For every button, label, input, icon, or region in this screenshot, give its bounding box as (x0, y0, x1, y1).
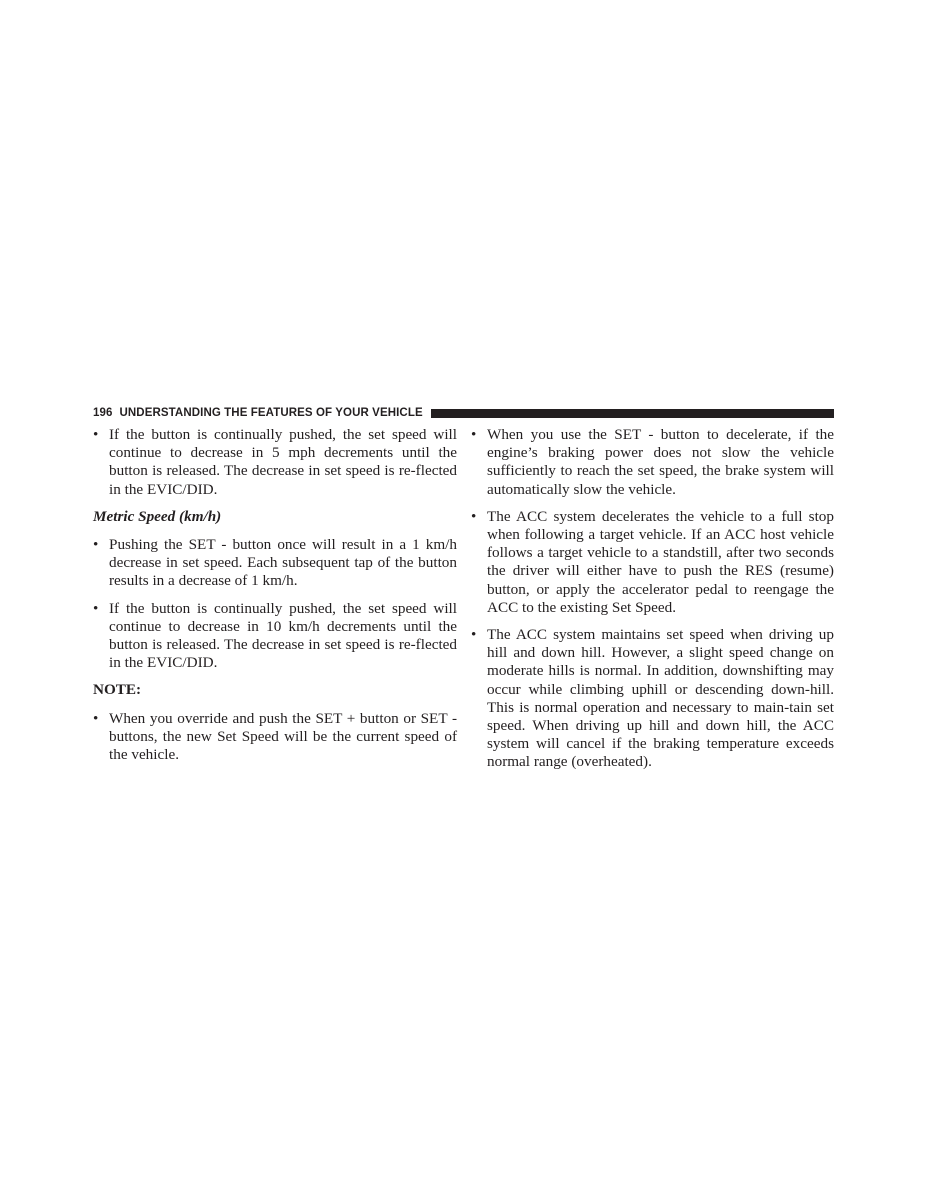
page-header (93, 406, 834, 420)
bullet-icon: • (93, 536, 99, 554)
list-item (471, 626, 834, 772)
list-item (93, 710, 457, 765)
bullet-icon: • (471, 426, 477, 443)
list-item-text: The ACC system maintains set speed when driving up hill and down hill. However, a slight speed change on moderate hills is normal. In addition, downshifting may occur while climbing uphill or descending down-hill. This is normal operation and necessary to main-tain set speed. When driving up hill and down hill, the ACC system will cancel if the braking temperature exceeds normal range (overheated). (487, 626, 834, 771)
right-column (471, 426, 834, 781)
bullet-icon: • (93, 709, 99, 727)
list-item (93, 426, 457, 499)
page-number: 196 (93, 407, 113, 419)
list-item (471, 508, 834, 617)
section-title: UNDERSTANDING THE FEATURES OF YOUR VEHICLE (119, 407, 423, 419)
bullet-icon: • (471, 626, 477, 644)
list-item-text: Pushing the SET - button once will result in a 1 km/h decrease in set speed. Each subsequent tap of the button results in a decrease of 1 km/h. (109, 536, 457, 590)
left-column (93, 426, 457, 773)
header-rule-bar (431, 409, 834, 418)
list-item-text: If the button is continually pushed, the set speed will continue to decrease in 10 km/h decrements until the button is released. The decrease in set speed is re-flected in the EVIC/DID. (109, 599, 457, 672)
list-item-text: When you override and push the SET + button or SET - buttons, the new Set Speed will be the current speed of the vehicle. (109, 709, 457, 764)
list-item-text: When you use the SET - button to decelerate, if the engine’s braking power does not slow the vehicle sufficiently to reach the set speed, the brake system will automatically slow the vehicle. (487, 426, 834, 498)
bullet-icon: • (93, 426, 99, 443)
list-item-text: If the button is continually pushed, the set speed will continue to decrease in 5 mph decrements until the button is released. The decrease in set speed is re-flected in the EVIC/DID. (109, 426, 457, 498)
metric-speed-heading: Metric Speed (km/h) (93, 507, 222, 525)
list-item-text: The ACC system decelerates the vehicle to a full stop when following a target vehicle. If an ACC host vehicle follows a target vehicle to a standstill, after two seconds the driver will either have to push the RES (resume) button, or apply the accelerator pedal to reengage the ACC to the existing Set Speed. (487, 507, 834, 616)
note-heading: NOTE: (93, 681, 142, 699)
list-item (93, 536, 457, 591)
bullet-icon: • (93, 599, 99, 617)
list-item (471, 426, 834, 499)
list-item (93, 600, 457, 673)
bullet-icon: • (471, 507, 477, 525)
